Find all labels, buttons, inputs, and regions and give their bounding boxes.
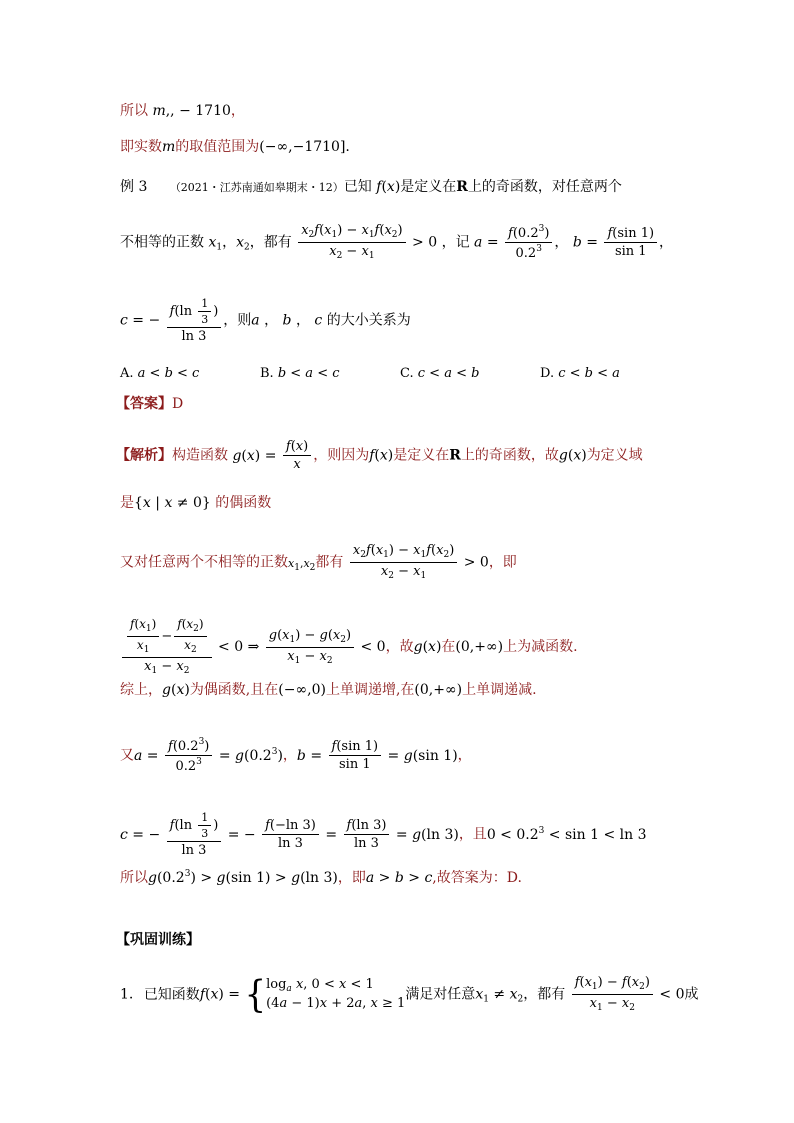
analysis-line-6: 又a = $\frac{f(0.2^3)}{0.2^3}$ = $g(0.2^3)$，b = $\frac{f(\sin 1)}{\sin 1}$ = g(sin 1)， <box>120 737 472 774</box>
example-heading: 例 3 （2021・江苏南通如皋期末・12）已知 f(x)是定义在R上的奇函数，对任意两个 <box>120 179 622 195</box>
example-c-definition: c = − f(ln $\frac{1}{3}$ ) ln 3 ，则a ， b ， c 的大小关系为 <box>120 297 411 344</box>
option-d[interactable]: D. c < b < a <box>540 366 620 381</box>
practice-question-1: 1. 已知函数$f(x) = \{\log_a$ x, 0 < x < 1 (4a − 1)x + 2a, x ≥ 1满足对任意$x_1 \ne x_2$，都有 $\frac{f(x_1) - f(x_2)}{x_1 - x_2}$ < 0成 <box>120 972 699 1017</box>
analysis-line-7: c = − f(ln $\frac{1}{3}$ ) ln 3 = − $\frac{f(-\ln 3)}{\ln 3}$ = $\frac{f(\ln 3)}{\ln 3}$ = g(ln 3)，且$0 < 0.2^3 < \sin 1 < \ln 3$ <box>120 811 647 858</box>
answer-line: 【答案】D <box>116 396 184 412</box>
practice-title: 【巩固训练】 <box>116 932 200 948</box>
analysis-line-4: $\frac{f(x_1)}{x_1}$ − $\frac{f(x_2)}{x_2}$ $x_1 - x_2$ < 0 ⇒ $\frac{g(x_1) - g(x_2)}{x_1 - x_2}$ < 0，故g(x)在(0,+∞)上为减函数. <box>120 618 578 676</box>
analysis-line-5: 综上，g(x)为偶函数,且在(−∞,0)上单调递增,在(0,+∞)上单调递减. <box>120 682 537 698</box>
analysis-line-1: 【解析】构造函数 g(x) = $\frac{f(x)}{x}$ ，则因为f(x)是定义在R上的奇函数，故g(x)为定义域 <box>116 439 643 472</box>
text-line-1: 所以 m,, − 1710， <box>120 103 245 119</box>
analysis-line-2: 是{x | x ≠ 0} 的偶函数 <box>120 495 272 511</box>
option-b[interactable]: B. b < a < c <box>260 366 340 381</box>
text-line-2: 即实数m的取值范围为(−∞,−1710]. <box>120 139 350 155</box>
option-c[interactable]: C. c < a < b <box>400 366 480 381</box>
example-condition: 不相等的正数 $x_1$，$x_2$，都有 $\frac{x_2f(x_1) - x_1f(x_2)}{x_2 - x_1}$ > 0 ，记 a = $\frac{f(0.2^3)}{0.2^3}$ ， b = $\frac{f(\sin 1)}{\sin 1}$ ， <box>120 223 674 261</box>
analysis-line-8: 所以$g(0.2^3) > g(\sin$ 1) > g(ln 3)，即a > b > c,故答案为：D. <box>120 869 522 886</box>
option-a[interactable]: A. a < b < c <box>120 366 200 381</box>
analysis-line-3: 又对任意两个不相等的正数$x_1,x_2$都有 $\frac{x_2f(x_1) - x_1f(x_2)}{x_2 - x_1}$ > 0，即 <box>120 543 517 581</box>
